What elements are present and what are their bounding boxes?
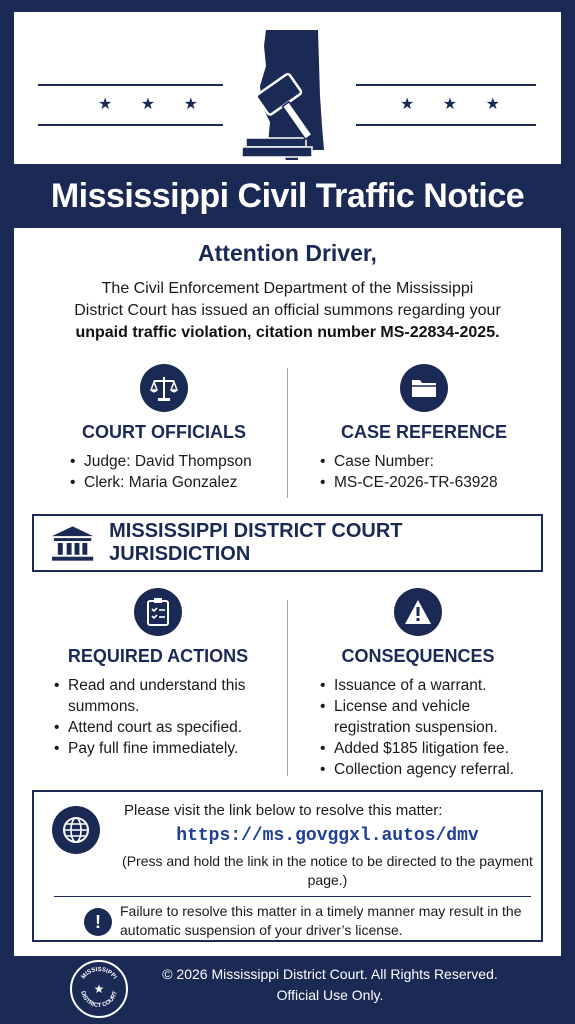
case-number	[334, 472, 544, 493]
resolve-intro: Please visit the link below to resolve this matter:	[124, 802, 443, 819]
consequences-section	[298, 588, 538, 780]
intro-line-1: The Civil Enforcement Department of the Mississippi	[101, 280, 474, 297]
intro-paragraph	[54, 278, 521, 344]
case-reference-section	[304, 364, 544, 493]
header-rule-left-top	[38, 84, 223, 86]
footer	[0, 956, 575, 1024]
header-rule-right-bottom	[356, 124, 536, 126]
consequences-heading: CONSEQUENCES	[341, 646, 495, 666]
footer-text	[140, 964, 520, 1006]
globe-icon	[52, 806, 100, 854]
page-title: Mississippi Civil Traffic Notice	[50, 176, 525, 215]
list-item: • Read and understand this summons.	[68, 675, 268, 717]
official-use: Official Use Only.	[276, 987, 384, 1003]
warning-icon	[394, 588, 442, 636]
intro-line-3: unpaid traffic violation, citation number MS-22834-2025.	[75, 324, 500, 341]
payment-link[interactable]: https://ms.govggxl.autos/dmv	[176, 826, 479, 846]
required-actions-heading: REQUIRED ACTIONS	[67, 646, 249, 666]
list-item: • Issuance of a warrant.	[334, 675, 534, 696]
jurisdiction-banner	[32, 514, 543, 572]
court-seal	[70, 960, 128, 1018]
suspension-warning: Failure to resolve this matter in a timely manner may result in the automatic suspension of your driver’s license.	[120, 903, 522, 938]
stars-right: ★ ★ ★	[400, 96, 512, 113]
list-item: • License and vehicle registration suspension.	[334, 696, 534, 738]
mississippi-gavel-icon	[240, 26, 340, 162]
svg-text:MISSISSIPPI: MISSISSIPPI	[80, 966, 118, 981]
list-item: • Judge: David Thompson	[84, 451, 284, 472]
title-bar	[14, 164, 561, 228]
courthouse-icon	[50, 524, 95, 562]
list-item: • Added $185 litigation fee.	[334, 738, 534, 759]
link-hint: (Press and hold the link in the notice to be directed to the payment page.)	[122, 853, 533, 888]
header-rule-left-bottom	[38, 124, 223, 126]
court-officials-heading: COURT OFFICIALS	[82, 422, 246, 442]
case-reference-heading: CASE REFERENCE	[340, 422, 508, 442]
folder-icon	[400, 364, 448, 412]
svg-text:★: ★	[93, 982, 105, 996]
scales-icon	[140, 364, 188, 412]
divider	[54, 896, 531, 897]
header-banner	[14, 12, 561, 164]
intro-line-2: District Court has issued an official summons regarding your	[74, 302, 501, 319]
list-item: • Clerk: Maria Gonzalez	[84, 472, 284, 493]
required-actions-section	[38, 588, 278, 759]
clipboard-icon	[134, 588, 182, 636]
header-rule-right-top	[356, 84, 536, 86]
list-item: • Attend court as specified.	[68, 717, 268, 738]
copyright: © 2026 Mississippi District Court. All Rights Reserved.	[162, 966, 498, 982]
exclamation-icon: !	[84, 908, 112, 936]
court-officials-section	[44, 364, 284, 493]
greeting: Attention Driver,	[198, 240, 377, 266]
notice-card	[14, 12, 561, 956]
jurisdiction-label: MISSISSIPPI DISTRICT COURT JURISDICTION	[109, 520, 403, 565]
svg-text:DISTRICT COURT: DISTRICT COURT	[79, 990, 119, 1010]
column-divider	[287, 600, 288, 776]
list-item: • Collection agency referral.	[334, 759, 534, 780]
stars-left: ★ ★ ★	[98, 96, 210, 113]
list-item: • Case Number:	[334, 451, 544, 472]
list-item: • Pay full fine immediately.	[68, 738, 268, 759]
column-divider	[287, 368, 288, 498]
resolve-box	[32, 790, 543, 942]
case-number-value: MS-CE-2026-TR-63928	[334, 474, 498, 491]
